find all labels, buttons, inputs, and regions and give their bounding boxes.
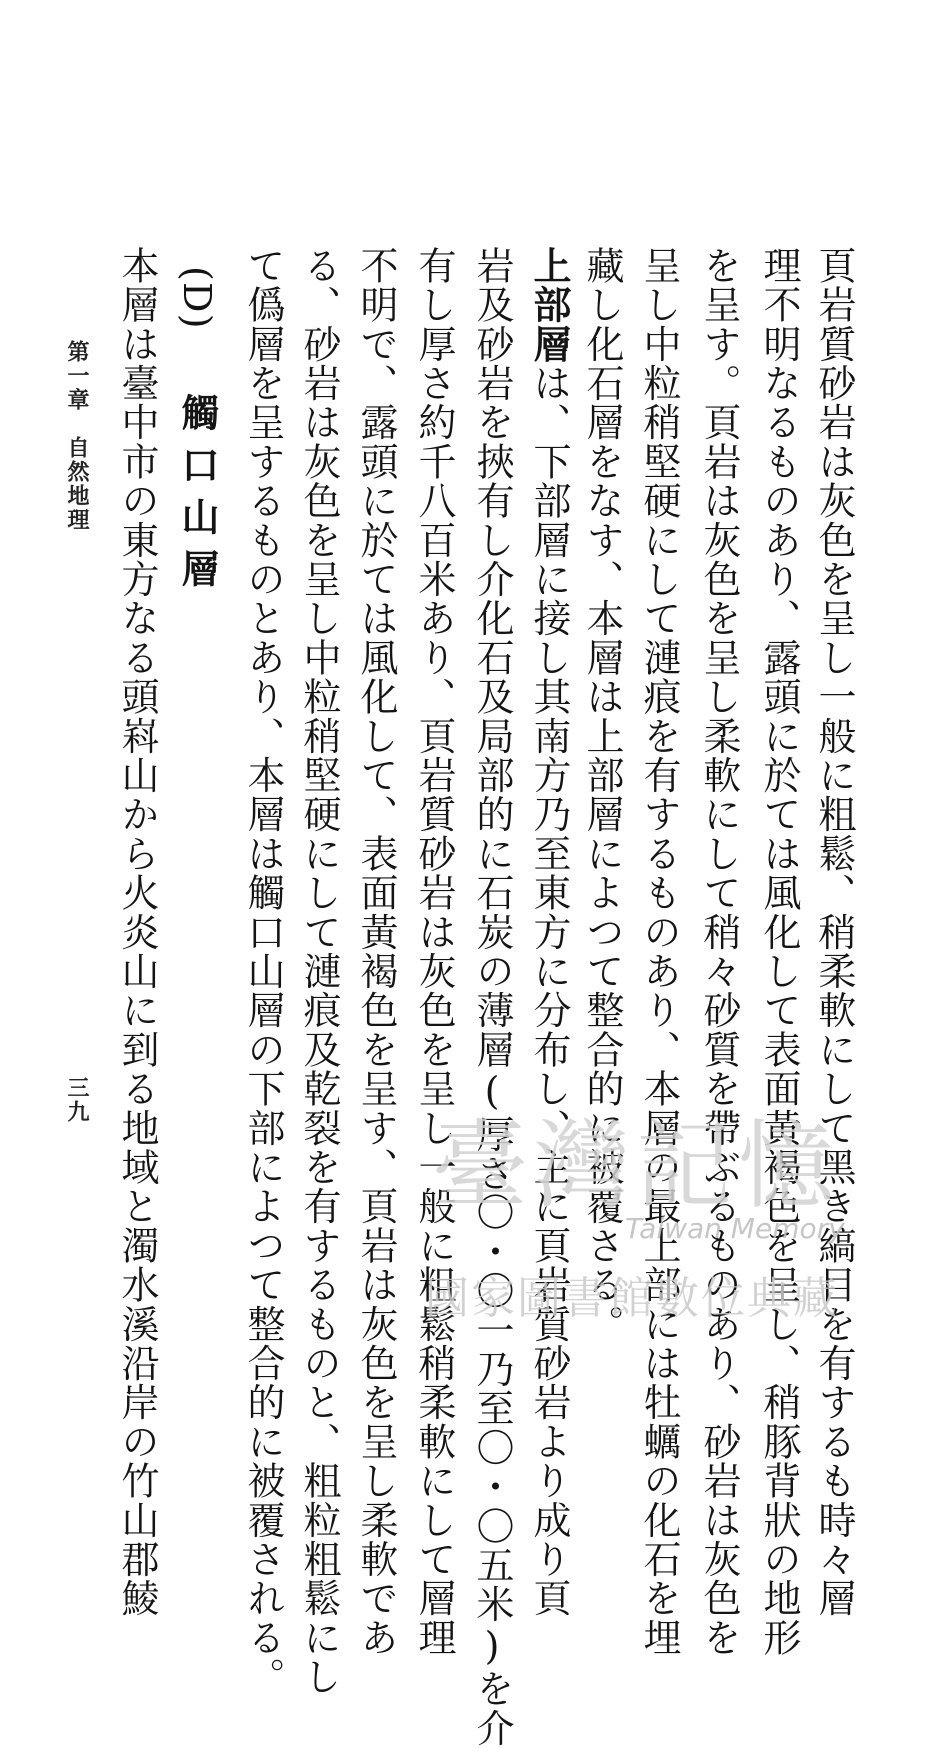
- watermark-english: Taiwan Memory: [625, 1212, 845, 1245]
- section-title: 觸口山層: [175, 392, 220, 601]
- text-column-2: [175, 266, 220, 601]
- text-column-8-body: は、下部層に接し其南方乃至東方に分布し、主に頁岩質砂岩より成り頁: [527, 363, 571, 1619]
- section-heading-upper-layer: 上部層: [527, 246, 572, 364]
- text-column-8: [527, 246, 572, 1619]
- watermark-logo: 臺灣記憶: [432, 1110, 840, 1222]
- text-column-11: を呈す。頁岩は灰色を呈し柔軟にして稍々砂質を帶ぶるものあり、砂岩は灰色を: [697, 246, 741, 1658]
- text-column-5: 不明で、露頭に於ては風化して、表面黃褐色を呈す、頁岩は灰色を呈し柔軟であ: [354, 246, 398, 1658]
- page-number: 三九: [64, 1076, 90, 1124]
- section-marker: (D): [175, 266, 219, 330]
- chapter-header: 第一章 自然地理: [64, 340, 90, 532]
- text-column-4: る、砂岩は灰色を呈し中粒稍堅硬にして漣痕及乾裂を有するものと、粗粒粗鬆にし: [297, 246, 341, 1697]
- text-column-13: 頁岩質砂岩は灰色を呈し一般に粗鬆、稍柔軟にして黑き縞目を有するも時々層: [812, 246, 856, 1618]
- text-column-6: 有し厚さ約千八百米あり、頁岩質砂岩は灰色を呈し一般に粗鬆稍柔軟にして層理: [412, 246, 456, 1658]
- text-column-7: 岩及砂岩を挾有し介化石及局部的に石炭の薄層(厚さ〇・〇一乃至〇・〇五米)を介: [470, 246, 514, 1748]
- text-column-3: て僞層を呈するものとあり、本層は觸口山層の下部によつて整合的に被覆される。: [241, 246, 285, 1697]
- text-column-10: 呈し中粒稍堅硬にして漣痕を有するものあり、本層の最上部には牡蠣の化石を埋: [637, 246, 681, 1658]
- watermark-library: 國家圖書館數位典藏: [425, 1273, 839, 1324]
- text-column-12: 理不明なるものあり、露頭に於ては風化して表面黃褐色を呈し、稍豚背狀の地形: [757, 246, 801, 1658]
- text-column-9: 藏し化石層をなす、本層は上部層によつて整合的に被覆さる。: [580, 246, 624, 1344]
- text-column-1: 本層は臺中市の東方なる頭嵙山から火炎山に到る地域と濁水溪沿岸の竹山郡鯪: [115, 246, 159, 1618]
